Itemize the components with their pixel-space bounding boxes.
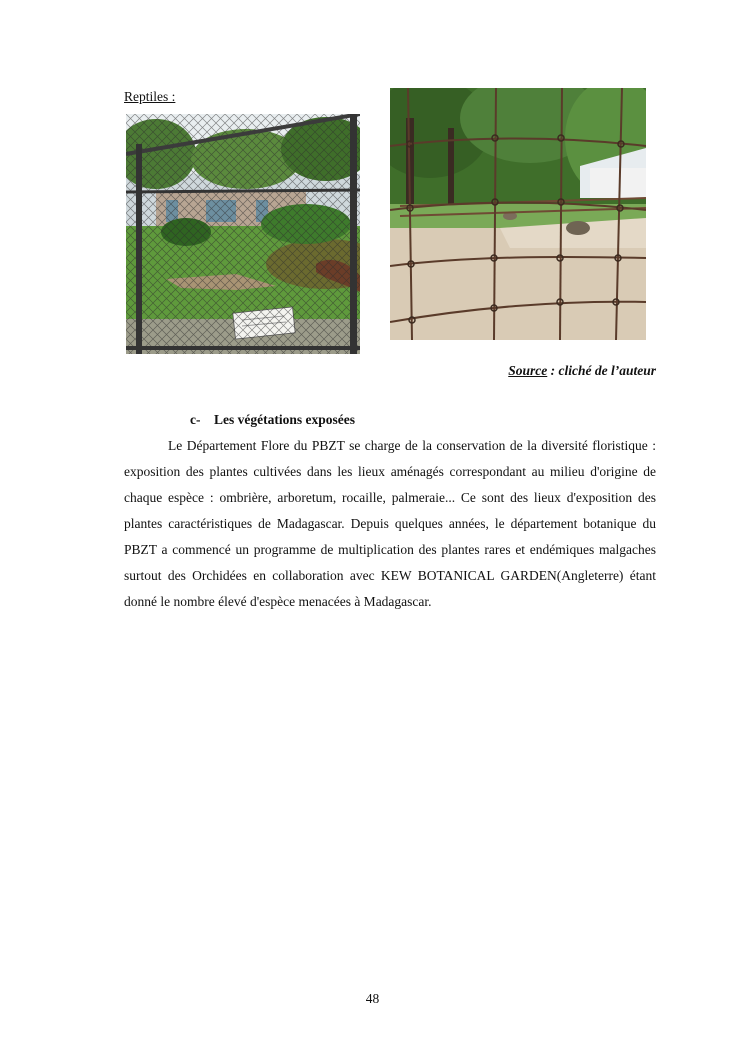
figure-source-caption bbox=[508, 363, 656, 379]
source-label: Source bbox=[508, 363, 548, 378]
crocodile-enclosure-photo bbox=[126, 114, 360, 354]
section-label: Reptiles : bbox=[124, 89, 176, 104]
heading-text: Les végétations exposées bbox=[214, 412, 355, 427]
source-attribution: : cliché de l’auteur bbox=[547, 363, 656, 378]
section-heading bbox=[190, 412, 355, 428]
page-number: 48 bbox=[365, 991, 380, 1006]
heading-marker: c- bbox=[190, 412, 201, 427]
body-paragraph: Le Département Flore du PBZT se charge de la conservation de la diversité floristique : exposition des plantes cultivées dans les lieux aménagés correspondant au milieu d'origine de chaque espèce : ombrière, arboretum, rocaille, palmeraie... Ce sont des lieux d'exposition des plantes caractéristiques de Madagascar. Depuis quelques années, le département botanique du PBZT a commencé un programme de multiplication des plantes rares et endémiques malgaches surtout des Orchidées en collaboration avec KEW BOTANICAL GARDEN(Angleterre) étant donné le nombre élevé d'espèce menacées à Madagascar. bbox=[124, 438, 656, 609]
tortoise-enclosure-photo bbox=[390, 88, 646, 340]
